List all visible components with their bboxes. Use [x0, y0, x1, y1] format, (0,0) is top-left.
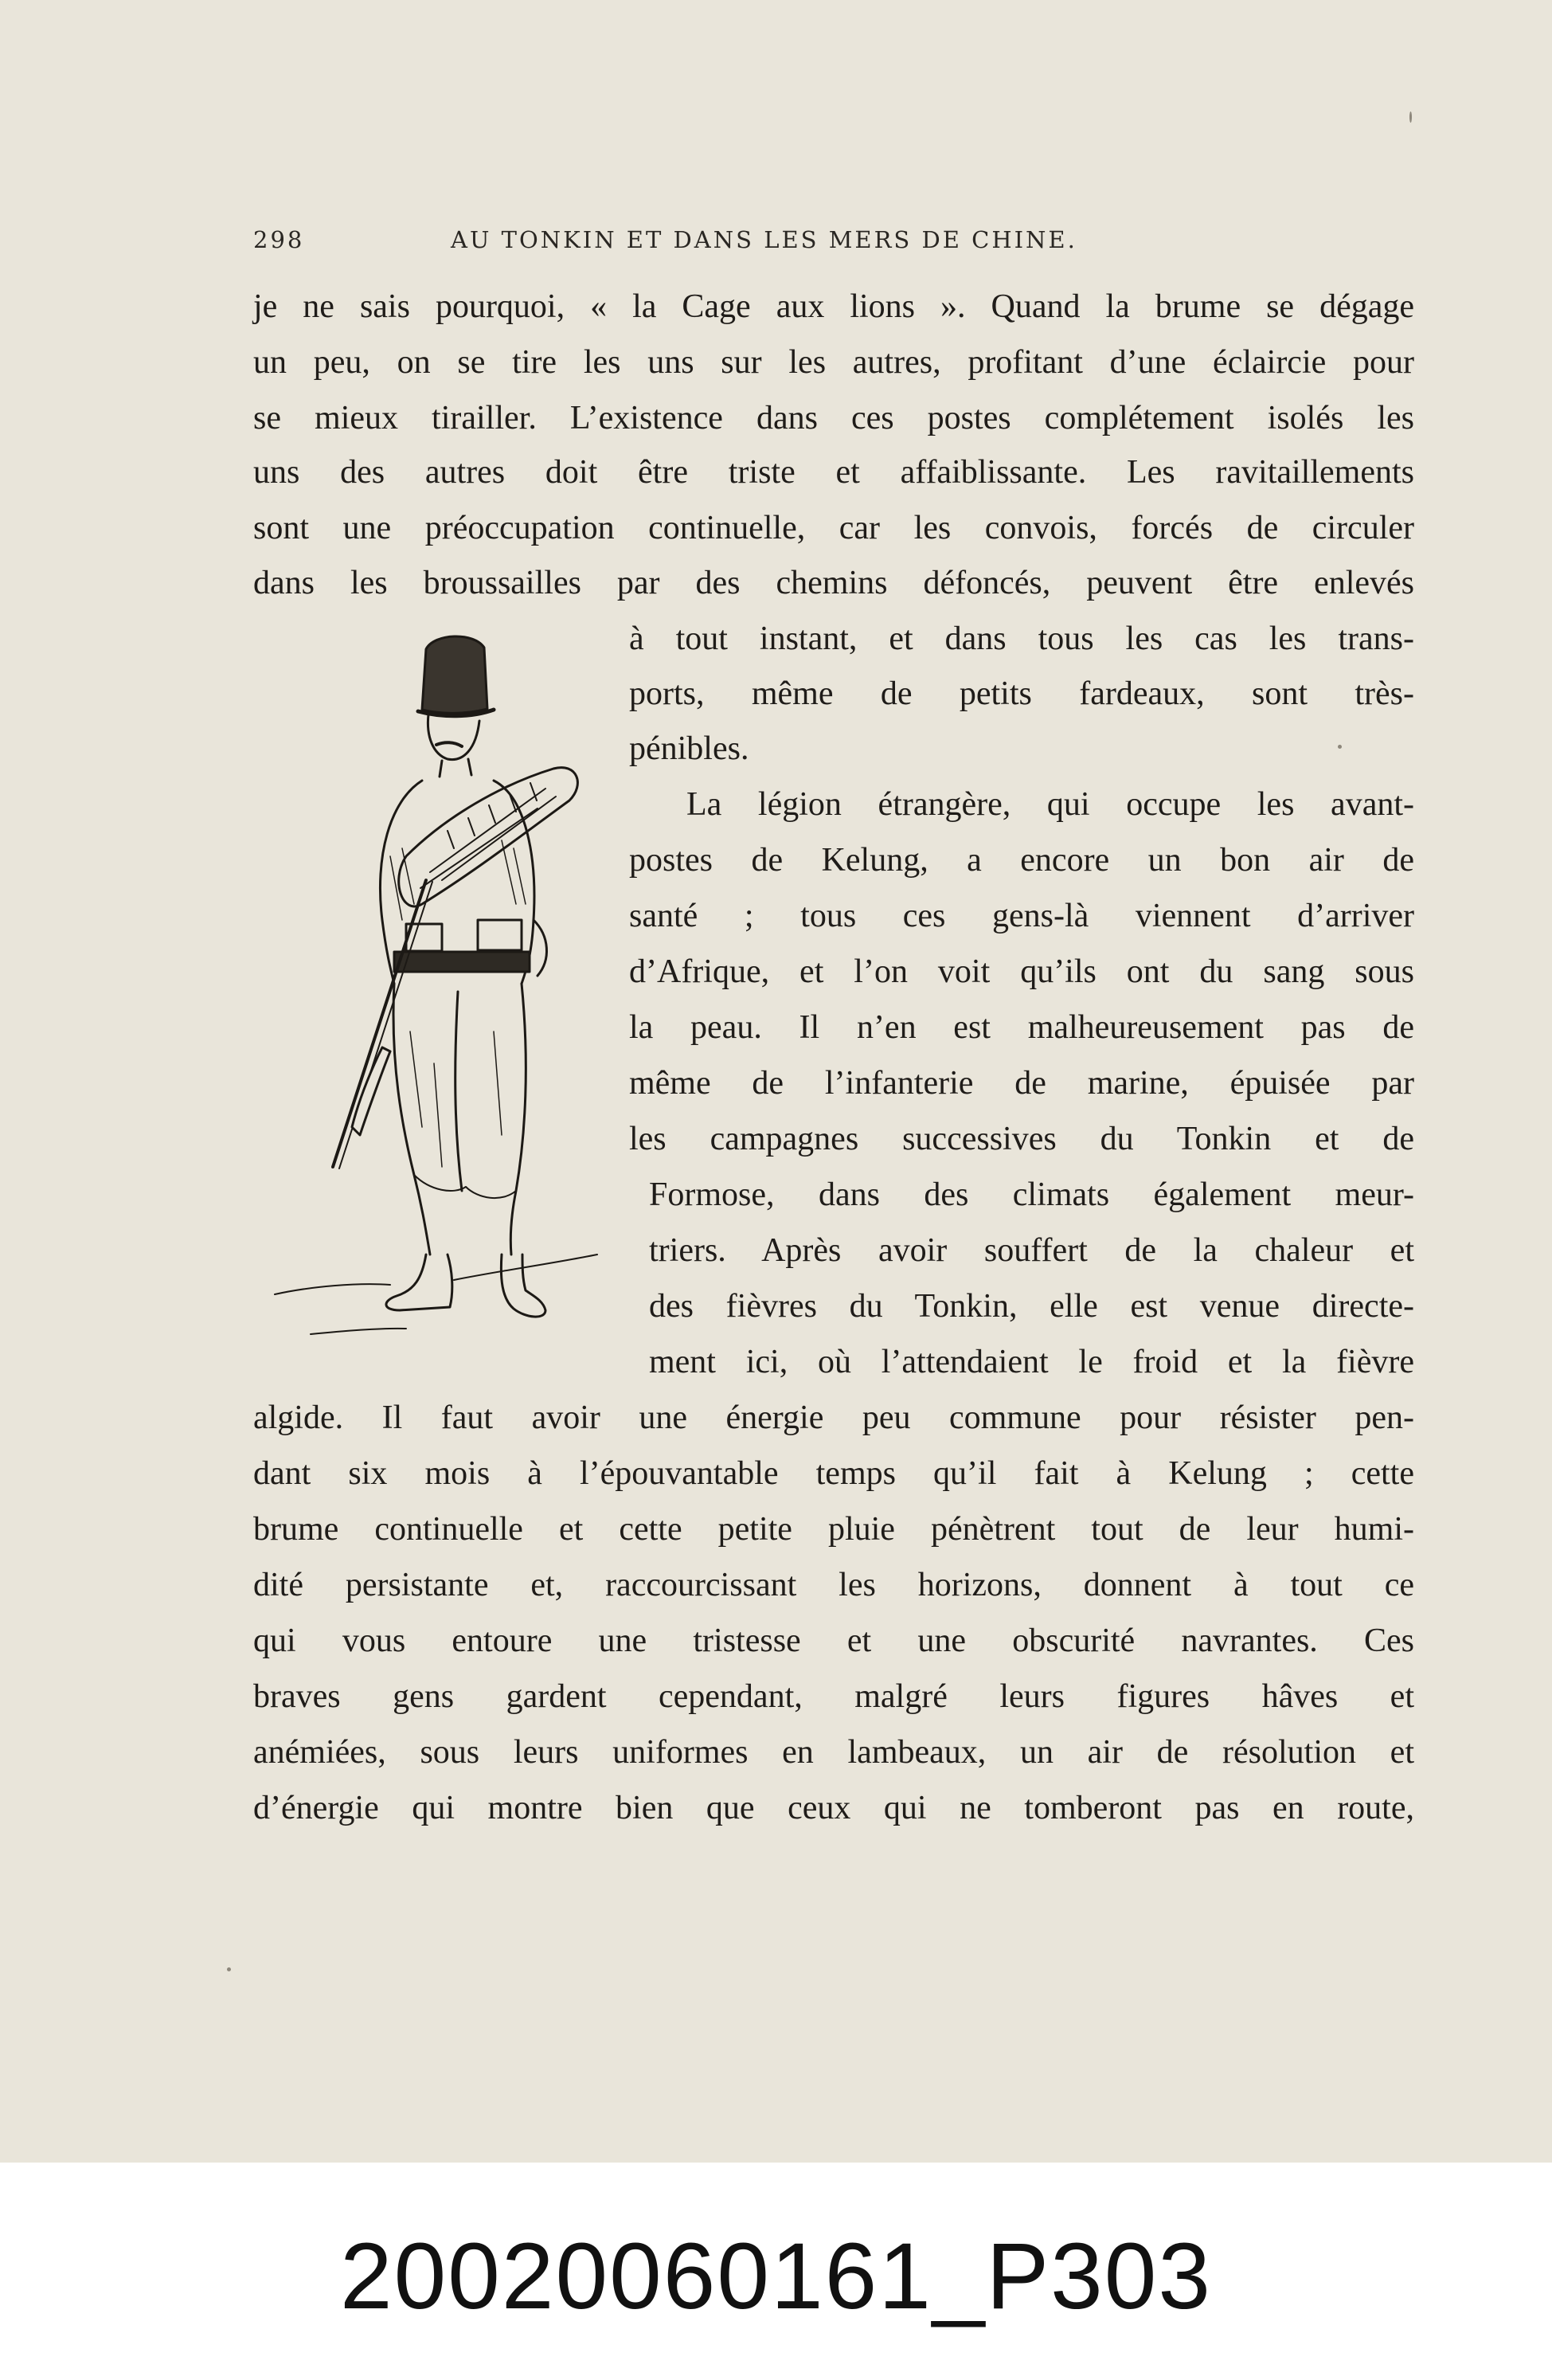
text-line: même de l’infanterie de marine, épuisée par	[629, 1065, 1414, 1102]
text-line: braves gens gardent cependant, malgré leurs figures hâves et	[253, 1678, 1414, 1715]
text-line: postes de Kelung, a encore un bon air de	[629, 842, 1414, 879]
soldier-illustration	[263, 617, 637, 1366]
text-line: Formose, dans des climats également meur-	[649, 1176, 1414, 1213]
text-line: pénibles.	[629, 730, 749, 767]
text-line: un peu, on se tire les uns sur les autres, profitant d’une éclaircie pour	[253, 344, 1414, 381]
text-line: algide. Il faut avoir une énergie peu commune pour résister pen-	[253, 1399, 1414, 1436]
text-line: brume continuelle et cette petite pluie pénètrent tout de leur humi-	[253, 1511, 1414, 1548]
text-line: je ne sais pourquoi, « la Cage aux lions ». Quand la brume se dégage	[253, 288, 1414, 325]
text-line: dans les broussailles par des chemins défoncés, peuvent être enlevés	[253, 565, 1414, 601]
text-line: anémiées, sous leurs uniformes en lambeaux, un air de résolution et	[253, 1734, 1414, 1771]
text-line: triers. Après avoir souffert de la chaleur et	[649, 1232, 1414, 1269]
text-line: à tout instant, et dans tous les cas les trans-	[629, 620, 1414, 657]
text-line: d’Afrique, et l’on voit qu’ils ont du sang sous	[629, 953, 1414, 990]
text-line: ports, même de petits fardeaux, sont très-	[629, 675, 1414, 712]
text-line: santé ; tous ces gens-là viennent d’arriver	[629, 898, 1414, 934]
paper-speck	[227, 1967, 231, 1971]
text-line: les campagnes successives du Tonkin et de	[629, 1121, 1414, 1157]
archive-identifier: 20020060161_P303	[339, 2224, 1213, 2329]
page-number: 298	[253, 226, 305, 253]
text-line: qui vous entoure une tristesse et une obscurité navrantes. Ces	[253, 1623, 1414, 1659]
text-line: La légion étrangère, qui occupe les avant-	[686, 786, 1414, 823]
text-line: dant six mois à l’épouvantable temps qu’il fait à Kelung ; cette	[253, 1455, 1414, 1492]
paper-speck	[1409, 112, 1412, 123]
text-line: ment ici, où l’attendaient le froid et la fièvre	[649, 1344, 1414, 1380]
text-line: sont une préoccupation continuelle, car les convois, forcés de circuler	[253, 510, 1414, 546]
text-line: uns des autres doit être triste et affaiblissante. Les ravitaillements	[253, 454, 1414, 491]
text-line: d’énergie qui montre bien que ceux qui ne tomberont pas en route,	[253, 1790, 1414, 1826]
text-line: se mieux tirailler. L’existence dans ces postes complétement isolés les	[253, 400, 1414, 436]
text-line: la peau. Il n’en est malheureusement pas de	[629, 1009, 1414, 1046]
running-header	[253, 226, 1432, 258]
text-line: des fièvres du Tonkin, elle est venue directe-	[649, 1288, 1414, 1325]
text-line: dité persistante et, raccourcissant les horizons, donnent à tout ce	[253, 1567, 1414, 1603]
running-title: AU TONKIN ET DANS LES MERS DE CHINE.	[451, 226, 1077, 253]
